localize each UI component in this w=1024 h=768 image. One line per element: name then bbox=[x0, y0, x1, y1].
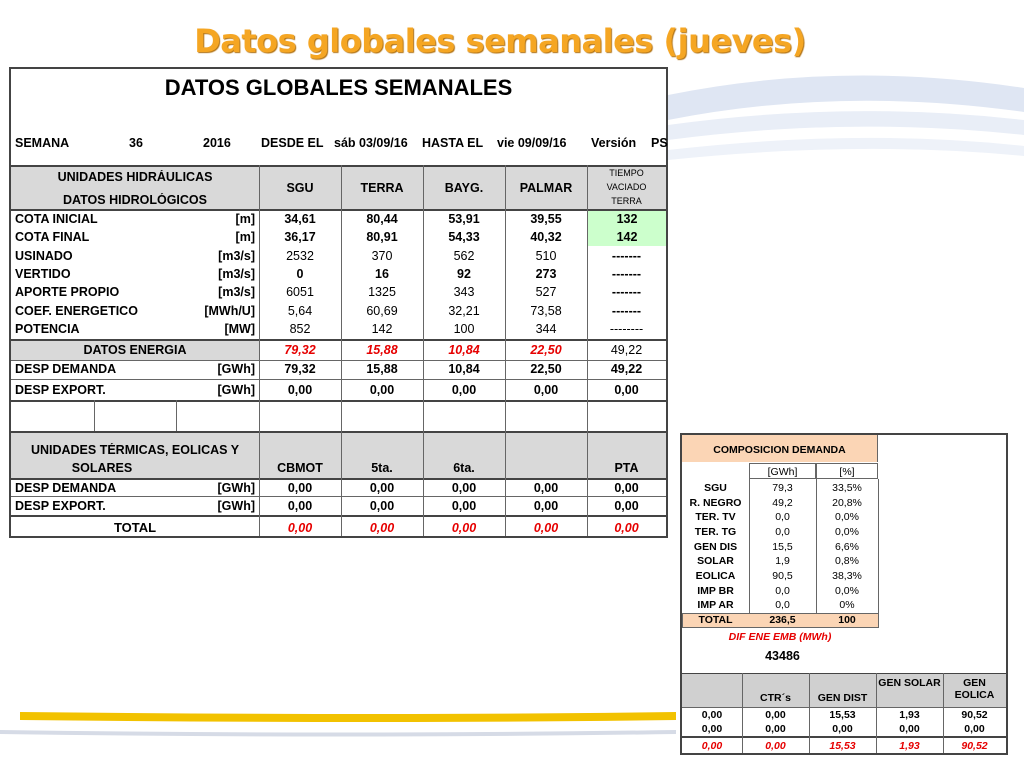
comp-unit-gwh: [GWh] bbox=[749, 463, 816, 479]
row-unit: [MW] bbox=[224, 322, 255, 336]
total-value: 0,00 bbox=[287, 521, 313, 535]
row-value: 0,00 bbox=[369, 499, 395, 513]
row-value-sgu: 5,64 bbox=[287, 304, 313, 318]
hydro-header-line1: UNIDADES HIDRÁULICAS bbox=[57, 170, 213, 184]
gen-cell: 0,00 bbox=[899, 723, 920, 735]
row-unit: [m] bbox=[235, 212, 255, 226]
comp-unit-pct: [%] bbox=[816, 463, 878, 479]
datos-energia-tiempo: 49,22 bbox=[610, 343, 643, 357]
col-header-palmar: PALMAR bbox=[519, 181, 573, 195]
row-unit: [GWh] bbox=[217, 481, 255, 495]
gen-total-cell: 15,53 bbox=[829, 740, 856, 752]
row-value-tiempo: 132 bbox=[588, 210, 666, 228]
grid-line bbox=[749, 479, 750, 614]
row-value: 0,00 bbox=[533, 499, 559, 513]
row-value: 15,88 bbox=[366, 362, 398, 376]
row-value-terra: 80,44 bbox=[366, 212, 398, 226]
gen-col-header-gen-dist: GEN DIST bbox=[817, 692, 868, 704]
row-value-palmar: 40,32 bbox=[530, 230, 562, 244]
gen-cell: 90,52 bbox=[961, 709, 988, 721]
gen-col-header-gen-eolica: GEN EOLICA bbox=[954, 677, 995, 701]
grid-line bbox=[341, 165, 342, 536]
comp-row-pct: 0% bbox=[839, 599, 855, 611]
comp-row-gwh: 79,3 bbox=[772, 482, 793, 494]
row-value: 0,00 bbox=[369, 481, 395, 495]
datos-energia-label: DATOS ENERGIA bbox=[83, 343, 187, 357]
row-unit: [m3/s] bbox=[218, 285, 255, 299]
comp-row-pct: 0,0% bbox=[835, 585, 859, 597]
row-value-tiempo: ------- bbox=[611, 267, 642, 281]
comp-row-gwh: 0,0 bbox=[775, 585, 790, 597]
row-label: USINADO bbox=[15, 249, 73, 263]
row-unit: [GWh] bbox=[217, 383, 255, 397]
col-header-6ta: 6ta. bbox=[453, 461, 475, 475]
row-value-terra: 80,91 bbox=[366, 230, 398, 244]
comp-row-name: GEN DIS bbox=[693, 541, 738, 553]
row-value-terra: 16 bbox=[375, 267, 389, 281]
grid-line bbox=[11, 339, 666, 341]
datos-energia-terra: 15,88 bbox=[366, 343, 398, 357]
row-label: DESP EXPORT. bbox=[15, 499, 106, 513]
total-value: 0,00 bbox=[369, 521, 395, 535]
row-value: 79,32 bbox=[284, 362, 316, 376]
col-header-bayg: BAYG. bbox=[444, 181, 484, 195]
grid-line bbox=[176, 400, 177, 431]
composition-demand-table bbox=[680, 433, 1008, 755]
row-value-sgu: 36,17 bbox=[284, 230, 316, 244]
gen-total-cell: 90,52 bbox=[961, 740, 988, 752]
total-value: 0,00 bbox=[533, 521, 559, 535]
row-value-palmar: 39,55 bbox=[530, 212, 562, 226]
row-value-sgu: 852 bbox=[289, 322, 311, 336]
row-value-sgu: 0 bbox=[296, 267, 304, 281]
desde-value: sáb 03/09/16 bbox=[334, 136, 408, 150]
row-value: 49,22 bbox=[610, 362, 643, 376]
hasta-value: vie 09/09/16 bbox=[497, 136, 567, 150]
comp-row-gwh: 15,5 bbox=[772, 541, 793, 553]
comp-row-name: R. NEGRO bbox=[689, 497, 742, 509]
col-header-sgu: SGU bbox=[286, 181, 314, 195]
col-header-cbmot: CBMOT bbox=[277, 461, 323, 475]
col-header-tiempo-3: TERRA bbox=[611, 196, 642, 206]
gen-col-header-ctrs: CTR´s bbox=[760, 692, 791, 704]
grid-line bbox=[11, 379, 666, 380]
datos-energia-sgu: 79,32 bbox=[284, 343, 316, 357]
comp-row-pct: 20,8% bbox=[832, 497, 862, 509]
grid-line bbox=[682, 707, 1006, 708]
grid-line bbox=[11, 165, 666, 167]
row-value-sgu: 6051 bbox=[286, 285, 314, 299]
grid-line bbox=[742, 673, 743, 753]
grid-line bbox=[94, 400, 95, 431]
comp-row-pct: 6,6% bbox=[835, 541, 859, 553]
comp-row-gwh: 0,0 bbox=[775, 526, 790, 538]
comp-row-pct: 0,8% bbox=[835, 555, 859, 567]
comp-row-name: EOLICA bbox=[695, 570, 736, 582]
desde-label: DESDE EL bbox=[261, 136, 324, 150]
row-value: 0,00 bbox=[451, 481, 477, 495]
comp-total-pct: 100 bbox=[838, 614, 856, 626]
row-value: 0,00 bbox=[287, 383, 313, 397]
gen-total-cell: 1,93 bbox=[899, 740, 920, 752]
dif-ene-label: DIF ENE EMB (MWh) bbox=[728, 631, 832, 643]
row-unit: [MWh/U] bbox=[204, 304, 255, 318]
comp-row-pct: 38,3% bbox=[832, 570, 862, 582]
comp-row-pct: 33,5% bbox=[832, 482, 862, 494]
comp-total-name: TOTAL bbox=[698, 614, 733, 626]
grid-line bbox=[11, 478, 666, 480]
slide-title: Datos globales semanales (jueves) bbox=[194, 22, 806, 60]
sheet-title: DATOS GLOBALES SEMANALES bbox=[164, 75, 513, 100]
grid-line bbox=[259, 165, 260, 536]
version-label: Versión bbox=[591, 136, 637, 150]
row-value-bayg: 343 bbox=[453, 285, 475, 299]
gen-cell: 0,00 bbox=[765, 723, 786, 735]
row-unit: [m] bbox=[235, 230, 255, 244]
row-value-palmar: 510 bbox=[535, 249, 557, 263]
comp-row-gwh: 49,2 bbox=[772, 497, 793, 509]
col-header-5ta: 5ta. bbox=[371, 461, 393, 475]
total-label: TOTAL bbox=[113, 521, 157, 535]
row-label: VERTIDO bbox=[15, 267, 71, 281]
gen-cell: 0,00 bbox=[964, 723, 985, 735]
row-unit: [GWh] bbox=[217, 499, 255, 513]
row-value-tiempo: ------- bbox=[611, 285, 642, 299]
row-value-terra: 60,69 bbox=[366, 304, 398, 318]
col-header-tiempo-2: VACIADO bbox=[606, 182, 647, 192]
comp-row-gwh: 0,0 bbox=[775, 511, 790, 523]
row-value: 0,00 bbox=[614, 383, 639, 397]
comp-row-name: IMP AR bbox=[697, 599, 734, 611]
col-header-tiempo-1: TIEMPO bbox=[609, 168, 644, 178]
row-value-bayg: 100 bbox=[453, 322, 475, 336]
comp-row-name: SOLAR bbox=[697, 555, 734, 567]
row-label: DESP DEMANDA bbox=[15, 362, 117, 376]
row-value-tiempo: 142 bbox=[588, 228, 666, 246]
gen-cell: 0,00 bbox=[765, 709, 786, 721]
row-value-bayg: 53,91 bbox=[448, 212, 480, 226]
row-value: 0,00 bbox=[451, 383, 477, 397]
row-label: DESP DEMANDA bbox=[15, 481, 117, 495]
comp-title: COMPOSICION DEMANDA bbox=[682, 435, 878, 462]
row-value-terra: 1325 bbox=[368, 285, 396, 299]
grid-line bbox=[878, 479, 879, 614]
year-value: 2016 bbox=[203, 136, 231, 150]
semana-label: SEMANA bbox=[15, 136, 70, 150]
row-label: COTA FINAL bbox=[15, 230, 90, 244]
row-value: 0,00 bbox=[614, 499, 639, 513]
grid-line bbox=[943, 673, 944, 753]
comp-row-pct: 0,0% bbox=[835, 511, 859, 523]
row-value: 0,00 bbox=[287, 481, 313, 495]
row-value-terra: 370 bbox=[371, 249, 393, 263]
comp-row-name: IMP BR bbox=[697, 585, 734, 597]
row-value-tiempo: ------- bbox=[611, 249, 642, 263]
dif-ene-value: 43486 bbox=[765, 649, 800, 663]
comp-row-name: SGU bbox=[704, 482, 727, 494]
weekly-data-sheet bbox=[9, 67, 668, 538]
semana-value: 36 bbox=[129, 136, 143, 150]
comp-row-name: TER. TG bbox=[694, 526, 737, 538]
version-value: PS bbox=[651, 136, 668, 150]
row-value: 22,50 bbox=[530, 362, 562, 376]
grid-line bbox=[816, 479, 817, 614]
row-value-palmar: 344 bbox=[535, 322, 557, 336]
row-label: COTA INICIAL bbox=[15, 212, 98, 226]
thermal-header-line2: SOLARES bbox=[71, 461, 133, 475]
grid-line bbox=[587, 165, 588, 536]
grid-line bbox=[11, 496, 666, 497]
row-value: 0,00 bbox=[451, 499, 477, 513]
hasta-label: HASTA EL bbox=[422, 136, 484, 150]
gen-total-cell: 0,00 bbox=[701, 740, 723, 752]
gen-cell: 0,00 bbox=[701, 723, 723, 735]
comp-total-gwh: 236,5 bbox=[769, 614, 796, 626]
row-value-sgu: 2532 bbox=[286, 249, 314, 263]
row-value: 0,00 bbox=[533, 481, 559, 495]
grid-line bbox=[505, 165, 506, 536]
comp-row-pct: 0,0% bbox=[835, 526, 859, 538]
gen-cell: 0,00 bbox=[832, 723, 853, 735]
grid-line bbox=[876, 673, 877, 753]
row-value: 0,00 bbox=[614, 481, 639, 495]
hydro-header-line2: DATOS HIDROLÓGICOS bbox=[63, 193, 207, 207]
row-value-tiempo: ------- bbox=[611, 304, 642, 318]
row-value-palmar: 527 bbox=[535, 285, 557, 299]
comp-row-gwh: 0,0 bbox=[775, 599, 790, 611]
col-header-pta: PTA bbox=[614, 461, 639, 475]
gen-cell: 1,93 bbox=[899, 709, 920, 721]
grid-line bbox=[809, 673, 810, 753]
row-value-bayg: 32,21 bbox=[448, 304, 480, 318]
row-value-bayg: 92 bbox=[457, 267, 471, 281]
grid-line bbox=[423, 165, 424, 536]
grid-line bbox=[11, 400, 666, 402]
row-unit: [m3/s] bbox=[218, 249, 255, 263]
row-value-tiempo: -------- bbox=[609, 322, 644, 336]
gen-cell: 0,00 bbox=[701, 709, 723, 721]
comp-row-name: TER. TV bbox=[695, 511, 736, 523]
comp-row-gwh: 90,5 bbox=[772, 570, 793, 582]
col-header-terra: TERRA bbox=[360, 181, 404, 195]
row-unit: [m3/s] bbox=[218, 267, 255, 281]
row-value-palmar: 73,58 bbox=[530, 304, 562, 318]
datos-energia-bayg: 10,84 bbox=[448, 343, 480, 357]
grid-line bbox=[11, 360, 666, 361]
row-value-terra: 142 bbox=[371, 322, 393, 336]
row-label: APORTE PROPIO bbox=[15, 285, 120, 299]
row-unit: [GWh] bbox=[217, 362, 255, 376]
row-value-palmar: 273 bbox=[535, 267, 557, 281]
row-value: 0,00 bbox=[287, 499, 313, 513]
gen-total-cell: 0,00 bbox=[765, 740, 786, 752]
grid-line bbox=[682, 736, 1006, 738]
total-value: 0,00 bbox=[614, 521, 639, 535]
row-label: COEF. ENERGETICO bbox=[15, 304, 138, 318]
row-value: 10,84 bbox=[448, 362, 480, 376]
row-value-bayg: 54,33 bbox=[448, 230, 480, 244]
datos-energia-palmar: 22,50 bbox=[530, 343, 562, 357]
row-value: 0,00 bbox=[369, 383, 395, 397]
row-label: DESP EXPORT. bbox=[15, 383, 106, 397]
gen-col-header-gen-solar: GEN SOLAR bbox=[878, 677, 941, 689]
grid-line bbox=[11, 431, 666, 433]
total-value: 0,00 bbox=[451, 521, 477, 535]
grid-line bbox=[11, 515, 666, 517]
thermal-header-line1: UNIDADES TÉRMICAS, EOLICAS Y bbox=[30, 443, 240, 457]
row-value: 0,00 bbox=[533, 383, 559, 397]
row-label: POTENCIA bbox=[15, 322, 80, 336]
comp-row-gwh: 1,9 bbox=[775, 555, 790, 567]
grid-line bbox=[11, 209, 666, 211]
gen-cell: 15,53 bbox=[829, 709, 856, 721]
row-value-bayg: 562 bbox=[453, 249, 475, 263]
row-value-sgu: 34,61 bbox=[284, 212, 316, 226]
